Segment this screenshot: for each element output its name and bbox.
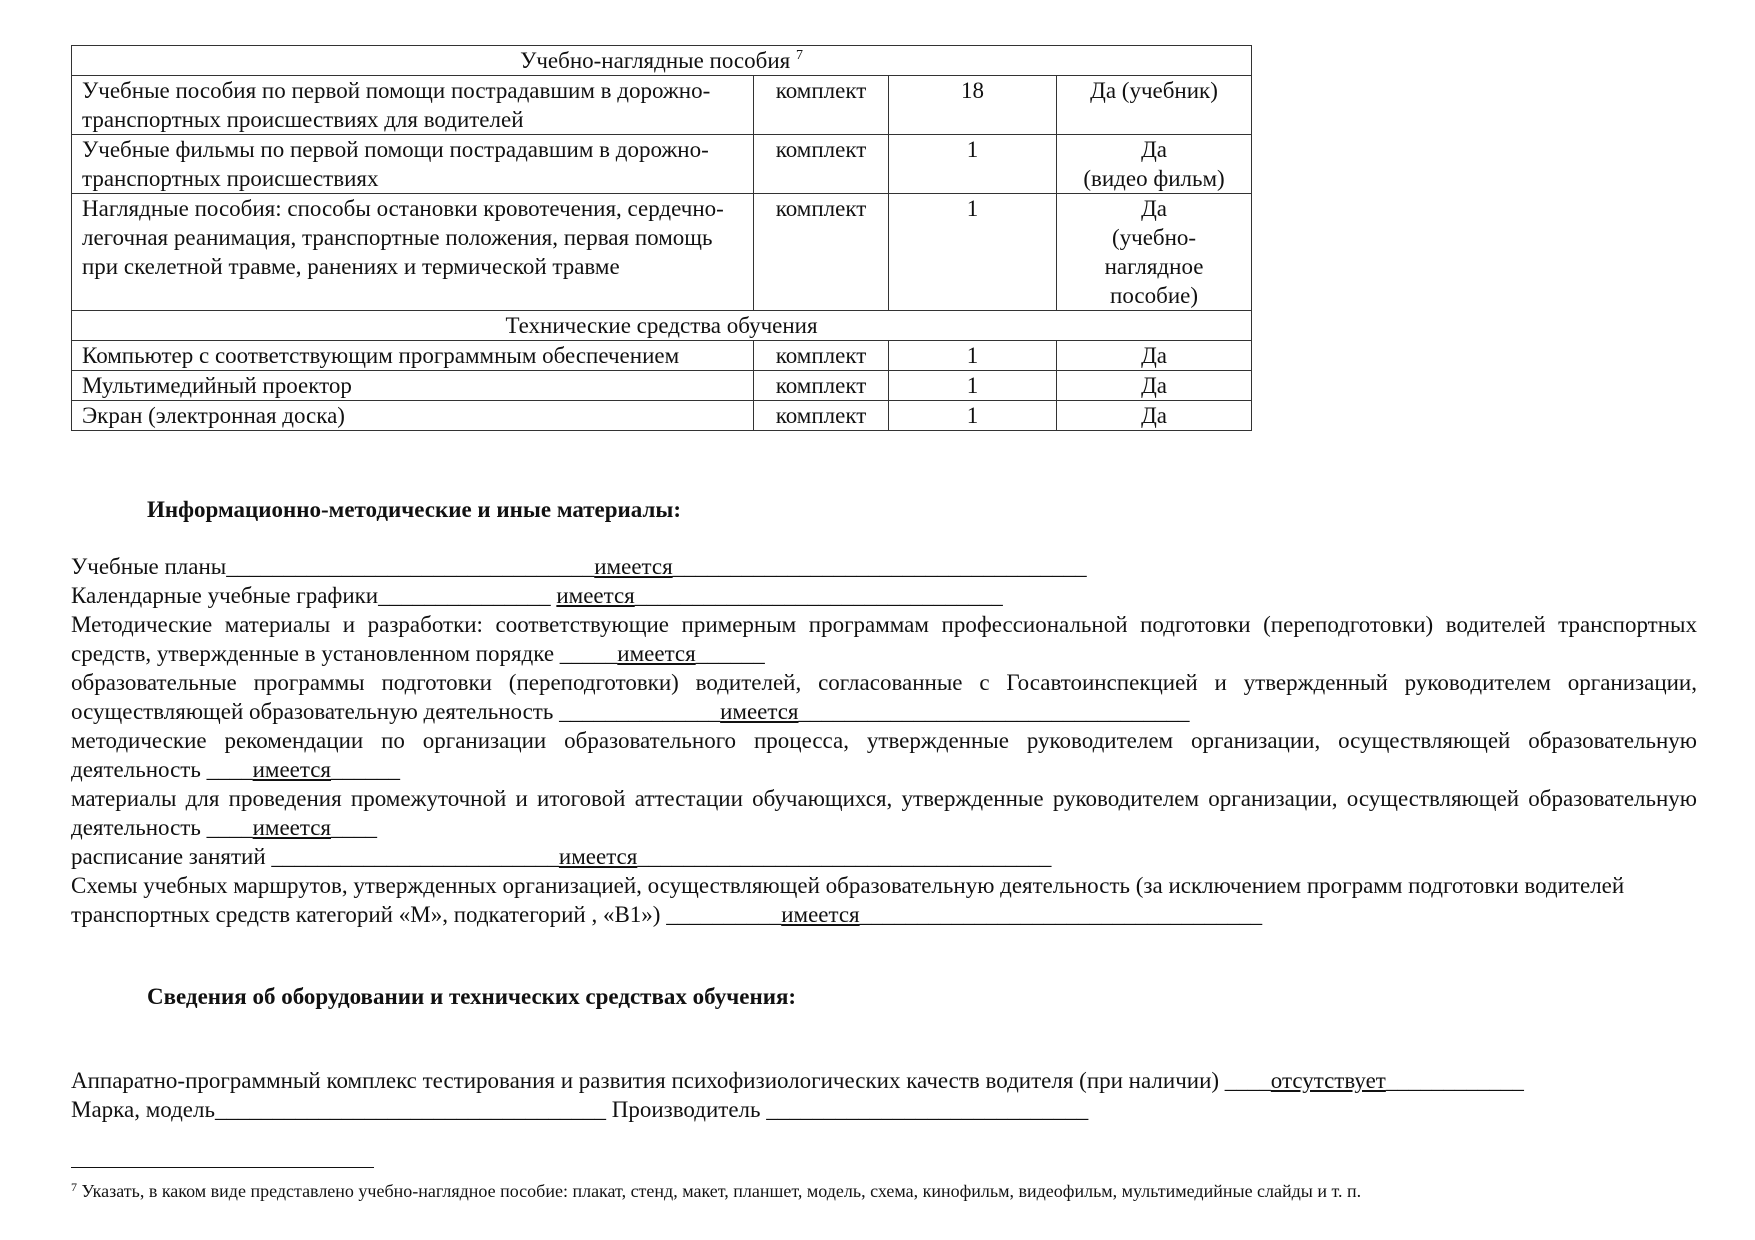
item-name: Учебные фильмы по первой помощи пострадавшим в дорожно-транспортных происшествиях: [72, 135, 754, 194]
info-item: образовательные программы подготовки (переподготовки) водителей, согласованные с Госавтоинспекцией и утвержденный руководителем организации, осуществляющей образовательную деятельность ______________имеется__________________________________: [71, 670, 1697, 724]
item-quantity: 1: [889, 135, 1057, 194]
status-value: имеется: [617, 641, 696, 666]
item-quantity: 1: [889, 401, 1057, 431]
footnote-ref: 7: [795, 48, 803, 63]
item-unit: комплект: [754, 135, 889, 194]
info-item: Методические материалы и разработки: соответствующие примерным программам профессиональной подготовки (переподготовки) водителей транспортных средств, утвержденные в установленном порядке _____имеется______: [71, 612, 1697, 666]
status-value: имеется: [781, 902, 860, 927]
item-availability: Да: [1057, 341, 1252, 371]
table-row: [72, 76, 1252, 135]
item-availability: Да: [1057, 401, 1252, 431]
item-availability: Да (видео фильм): [1057, 135, 1252, 194]
model-manufacturer-line: Марка, модель__________________________________ Производитель ____________________________: [71, 1097, 1089, 1122]
item-quantity: 18: [889, 76, 1057, 135]
table-row: [72, 135, 1252, 194]
table-row: [72, 401, 1252, 431]
item-name: Компьютер с соответствующим программным обеспечением: [72, 341, 754, 371]
info-item: Схемы учебных маршрутов, утвержденных организацией, осуществляющей образовательную деятельность (за исключением программ подготовки водителей транспортных средств категорий «М», подкатегорий , «В1») __________имеется___________________________________: [71, 873, 1625, 927]
info-item: Календарные учебные графики_______________ имеется________________________________: [71, 583, 1003, 608]
item-name: Мультимедийный проектор: [72, 371, 754, 401]
section-title-technical-means: Технические средства обучения: [72, 311, 1252, 341]
item-quantity: 1: [889, 341, 1057, 371]
table-row: [72, 341, 1252, 371]
item-name: Учебные пособия по первой помощи пострадавшим в дорожно-транспортных происшествиях для водителей: [72, 76, 754, 135]
item-unit: комплект: [754, 371, 889, 401]
info-materials-heading: Информационно-методические и иные материалы:: [147, 497, 682, 522]
psychophysiology-complex-line: Аппаратно-программный комплекс тестирования и развития психофизиологических качеств водителя (при наличии) ____отсутствует____________: [71, 1068, 1524, 1093]
item-unit: комплект: [754, 401, 889, 431]
item-availability: Да (учебник): [1057, 76, 1252, 135]
section-title-visual-aids: Учебно-наглядные пособия $^7$: [72, 46, 1252, 76]
status-value: имеется: [594, 554, 673, 579]
table-row: [72, 371, 1252, 401]
item-name: Наглядные пособия: способы остановки кровотечения, сердечно-легочная реанимация, транспортные положения, первая помощь при скелетной травме, ранениях и термической травме: [72, 194, 754, 311]
footnote: $^7$ Указать, в каком виде представлено учебно-наглядное пособие: плакат, стенд, макет, планшет, модель, схема, кинофильм, видеофильм, мультимедийные слайды и т. п.: [71, 1180, 1362, 1201]
item-unit: комплект: [754, 341, 889, 371]
footnote-separator: [71, 1167, 374, 1168]
status-value: имеется: [720, 699, 799, 724]
item-unit: комплект: [754, 194, 889, 311]
equipment-heading: Сведения об оборудовании и технических средствах обучения:: [147, 984, 797, 1009]
item-unit: комплект: [754, 76, 889, 135]
status-value: имеется: [556, 583, 635, 608]
status-value: имеется: [252, 757, 332, 782]
table-row: [72, 194, 1252, 311]
info-item: расписание занятий _________________________имеется____________________________________: [71, 844, 1052, 869]
equipment-info: [71, 1066, 1697, 1124]
equipment-table: [71, 45, 1252, 431]
item-availability: Да (учебно- наглядное пособие): [1057, 194, 1252, 311]
info-item: Учебные планы________________________________имеется____________________________________: [71, 554, 1087, 579]
status-value: отсутствует: [1270, 1068, 1386, 1093]
table-section-row: [72, 46, 1252, 76]
item-availability: Да: [1057, 371, 1252, 401]
item-quantity: 1: [889, 194, 1057, 311]
item-quantity: 1: [889, 371, 1057, 401]
table-section-row: [72, 311, 1252, 341]
info-item: методические рекомендации по организации образовательного процесса, утвержденные руководителем организации, осуществляющей образовательную деятельность ____имеется______: [71, 728, 1697, 782]
status-value: имеется: [252, 815, 332, 840]
info-item: материалы для проведения промежуточной и итоговой аттестации обучающихся, утвержденные руководителем организации, осуществляющей образовательную деятельность ____имеется____: [71, 786, 1697, 840]
footnote-number: 7: [71, 1180, 77, 1194]
item-name: Экран (электронная доска): [72, 401, 754, 431]
info-materials-list: [71, 552, 1697, 929]
status-value: имеется: [558, 844, 638, 869]
